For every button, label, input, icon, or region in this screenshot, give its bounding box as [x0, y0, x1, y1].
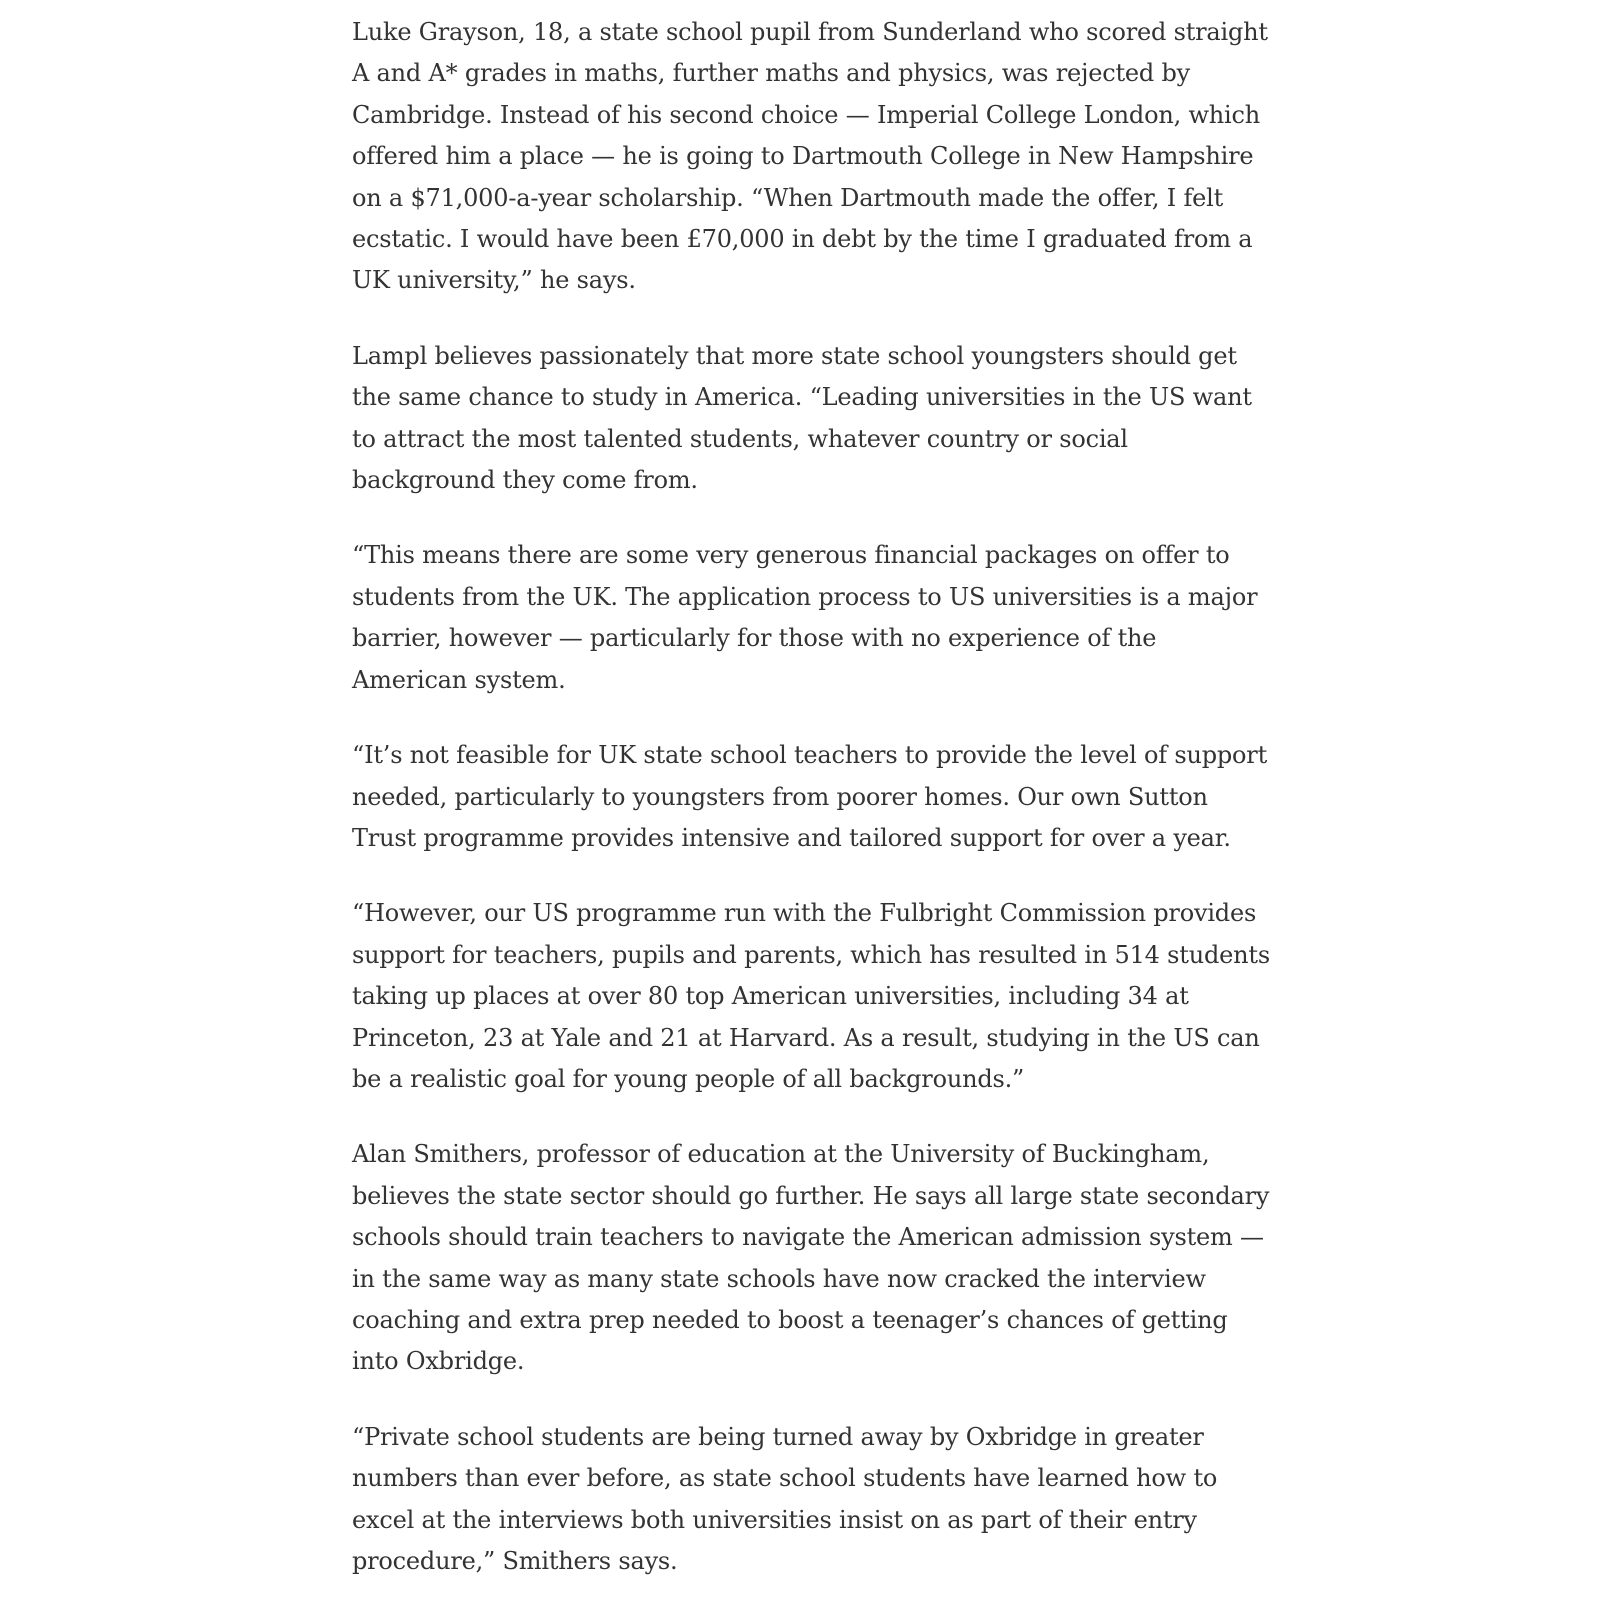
article-paragraph: Alan Smithers, professor of education at the University of Buckingham, believes the state sector should go further. He says all large state secondary schools should train teachers to navigate the American admission system — in the same way as many state schools have now cracked the interview coaching and extra prep needed to boost a teenager’s chances of getting into Oxbridge. — [352, 1140, 1270, 1376]
article-paragraph: Lampl believes passionately that more state school youngsters should get the same chance to study in America. “Leading universities in the US want to attract the most talented students, whatever country or social background they come from. — [352, 341, 1252, 495]
article-paragraph: Luke Grayson, 18, a state school pupil from Sunderland who scored straight A and A* grades in maths, further maths and physics, was rejected by Cambridge. Instead of his second choice — Imperial College London, which offered him a place — he is going to Dartmouth College in New Hampshire on a $71,000-a-year scholarship. “When Dartmouth made the offer, I felt ecstatic. I would have been £70,000 in debt by the time I graduated from a UK university,” he says. — [352, 18, 1268, 295]
article-paragraph: “This means there are some very generous financial packages on offer to students from the UK. The application process to US universities is a major barrier, however — particularly for those with no experience of the American system. — [352, 541, 1258, 694]
article-body — [352, 12, 1272, 1616]
article-paragraph: “However, our US programme run with the Fulbright Commission provides support for teachers, pupils and parents, which has resulted in 514 students taking up places at over 80 top American universities, including 34 at Princeton, 23 at Yale and 21 at Harvard. As a result, studying in the US can be a realistic goal for young people of all backgrounds.” — [352, 899, 1270, 1093]
article-paragraph: “It’s not feasible for UK state school teachers to provide the level of support needed, particularly to youngsters from poorer homes. Our own Sutton Trust programme provides intensive and tailored support for over a year. — [352, 741, 1268, 852]
article-paragraph: “Private school students are being turned away by Oxbridge in greater numbers than ever before, as state school students have learned how to excel at the interviews both universities insist on as part of their entry procedure,” Smithers says. — [352, 1422, 1218, 1575]
